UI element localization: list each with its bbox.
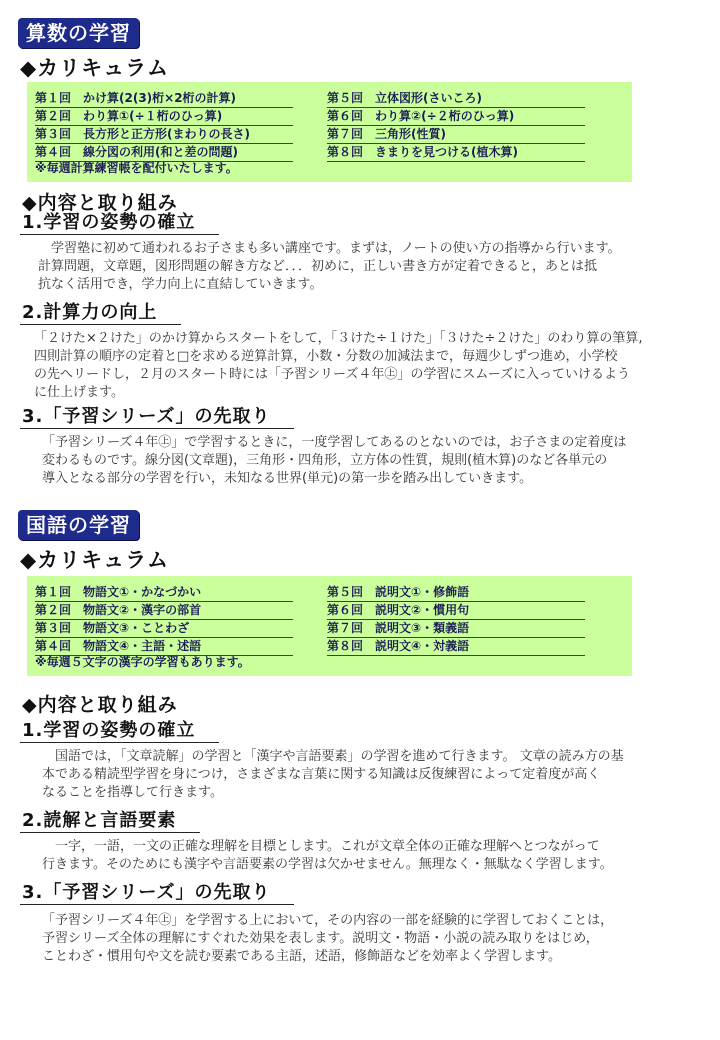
curriculum-left-column — [35, 584, 293, 656]
body-line: 予習シリーズ全体の理解にすぐれた効果を表します。説明文・物語・小説の読み取りをはじめ， — [42, 931, 599, 946]
curriculum-heading: ◆カリキュラム — [20, 548, 169, 572]
section-badge: 算数の学習 — [18, 18, 139, 48]
approach-heading: ◆内容と取り組み — [22, 192, 178, 214]
approach-heading: ◆内容と取り組み — [22, 694, 178, 716]
body-line: ことわざ・慣用句や文を読む要素である主語，述語，修飾語などを効率よく学習します。 — [42, 949, 561, 964]
curriculum-item: 第４回 線分図の利用(和と差の問題) — [35, 144, 293, 162]
item-body — [42, 434, 702, 488]
curriculum-item: 第２回 わり算①(÷１桁のひっ算) — [35, 108, 293, 126]
body-line: 学習塾に初めて通われるお子さまも多い講座です。まずは，ノートの使い方の指導から行います。 — [38, 241, 621, 256]
body-line: 「２けた×２けた」のかけ算からスタートをして，「３けた÷１けた」「３けた÷２けた」のわり算の筆算, — [34, 331, 643, 346]
curriculum-item: 第２回 物語文②・漢字の部首 — [35, 602, 293, 620]
curriculum-item: 第８回 きまりを見つける(植木算) — [327, 144, 585, 162]
curriculum-note: ※毎週計算練習帳を配付いたします。 — [35, 161, 238, 175]
body-line: 四則計算の順序の定着と□を求める逆算計算，小数・分数の加減法まで，毎週少しずつ進め，小学校 — [34, 349, 618, 364]
curriculum-item: 第８回 説明文④・対義語 — [327, 638, 585, 656]
item-body — [38, 240, 698, 294]
item-title: 2.読解と言語要素 — [20, 810, 200, 833]
body-line: 行きます。そのためにも漢字や言語要素の学習は欠かせません。無理なく・無駄なく学習します。 — [42, 857, 613, 872]
body-line: 国語では，「文章読解」の学習と「漢字や言語要素」の学習を進めて行きます。 文章の読み方の基 — [42, 749, 624, 764]
body-line: 本である精読型学習を身につけ，さまざまな言葉に関する知識は反復練習によって定着度が高く — [42, 767, 601, 782]
curriculum-item: 第３回 物語文③・ことわざ — [35, 620, 293, 638]
math-section — [0, 0, 720, 500]
curriculum-item: 第３回 長方形と正方形(まわりの長さ) — [35, 126, 293, 144]
curriculum-box — [27, 82, 632, 182]
item-title: 1.学習の姿勢の確立 — [20, 720, 219, 743]
body-line: 抗なく活用でき，学力向上に直結していきます。 — [38, 277, 323, 292]
body-line: 導入となる部分の学習を行い，未知なる世界(単元)の第一歩を踏み出していきます。 — [42, 471, 533, 486]
body-line: の先へリードし，２月のスタート時には「予習シリーズ４年㊤」の学習にスムーズに入っていけるよう — [34, 367, 631, 382]
item-title: 3.「予習シリーズ」の先取り — [20, 882, 294, 905]
section-badge: 国語の学習 — [18, 510, 139, 540]
curriculum-item: 第６回 説明文②・慣用句 — [327, 602, 585, 620]
body-line: 「予習シリーズ４年㊤」を学習する上において，その内容の一部を経験的に学習しておくことは， — [42, 913, 614, 928]
curriculum-item: 第７回 説明文③・類義語 — [327, 620, 585, 638]
curriculum-left-column — [35, 90, 293, 162]
curriculum-item: 第５回 立体図形(さいころ) — [327, 90, 585, 108]
curriculum-item: 第７回 三角形(性質) — [327, 126, 585, 144]
body-line: なることを指導して行きます。 — [42, 785, 223, 800]
body-line: に仕上げます。 — [34, 385, 124, 400]
curriculum-item: 第６回 わり算②(÷２桁のひっ算) — [327, 108, 585, 126]
curriculum-item: 第１回 物語文①・かなづかい — [35, 584, 293, 602]
curriculum-item: 第４回 物語文④・主語・述語 — [35, 638, 293, 656]
curriculum-box — [27, 576, 632, 676]
body-line: 「予習シリーズ４年㊤」で学習するときに，一度学習してあるのとないのでは，お子さまの定着度は — [42, 435, 627, 450]
body-line: 変わるものです。線分図(文章題)，三角形・四角形，立方体の性質，規則(植木算)のなど各単元の — [42, 453, 608, 468]
japanese-section — [0, 500, 720, 1040]
curriculum-right-column — [327, 90, 585, 162]
body-line: 一字，一語，一文の正確な理解を目標とします。これが文章全体の正確な理解へとつながって — [42, 839, 600, 854]
item-body — [42, 838, 702, 874]
curriculum-note: ※毎週５文字の漢字の学習もあります。 — [35, 655, 250, 669]
curriculum-right-column — [327, 584, 585, 656]
body-line: 計算問題，文章題，図形問題の解き方など．．．初めに，正しい書き方が定着できると，あとは抵 — [38, 259, 598, 274]
curriculum-heading: ◆カリキュラム — [20, 56, 169, 80]
item-title: 2.計算力の向上 — [20, 302, 181, 325]
item-body — [42, 748, 702, 802]
item-title: 3.「予習シリーズ」の先取り — [20, 406, 294, 429]
item-title: 1.学習の姿勢の確立 — [20, 212, 219, 235]
item-body — [42, 912, 702, 966]
item-body — [34, 330, 694, 402]
curriculum-item: 第５回 説明文①・修飾語 — [327, 584, 585, 602]
curriculum-item: 第１回 かけ算(2(3)桁×2桁の計算) — [35, 90, 293, 108]
